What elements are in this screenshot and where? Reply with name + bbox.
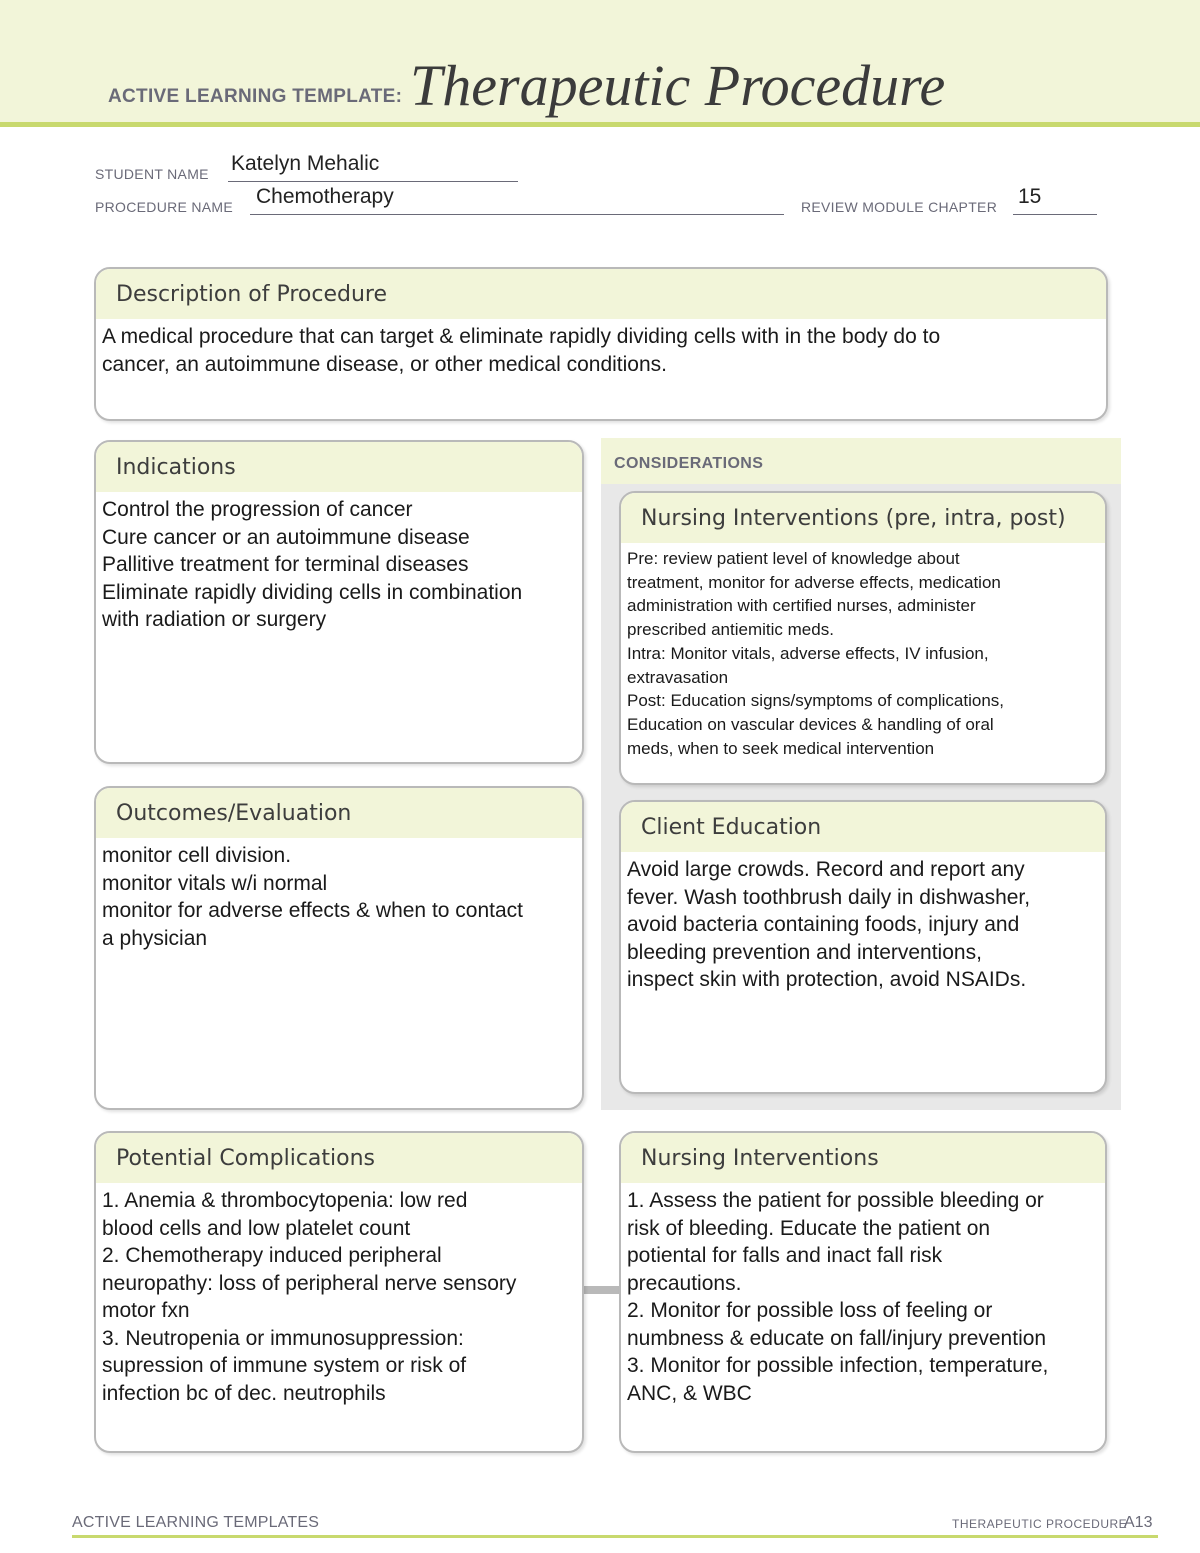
complications-heading: Potential Complications xyxy=(96,1133,582,1183)
indications-box xyxy=(94,440,584,764)
considerations-label: CONSIDERATIONS xyxy=(614,455,764,472)
nursing-pre-intra-post-text[interactable] xyxy=(621,543,1105,760)
client-education-text[interactable] xyxy=(621,852,1105,994)
nursing-intervention-line: potiental for falls and inact fall risk xyxy=(627,1244,943,1267)
nursing-intervention-line: risk of bleeding. Educate the patient on xyxy=(627,1216,991,1240)
indications-text[interactable] xyxy=(96,492,582,634)
outcome-item: a physician xyxy=(102,926,208,950)
procedure-name-field[interactable]: Chemotherapy xyxy=(256,185,394,208)
complication-line: blood cells and low platelet count xyxy=(102,1216,411,1240)
complication-line: 3. Neutropenia or immunosuppression: xyxy=(102,1326,464,1350)
indication-item: Pallitive treatment for terminal diseases xyxy=(102,553,469,576)
nursing-interventions-text[interactable] xyxy=(621,1183,1105,1407)
header-rule xyxy=(0,122,1200,127)
complication-line: supression of immune system or risk of xyxy=(102,1354,467,1377)
client-education-heading: Client Education xyxy=(621,802,1105,852)
footer-rule xyxy=(72,1535,1158,1538)
description-text[interactable] xyxy=(96,319,1106,378)
review-module-field[interactable]: 15 xyxy=(1018,185,1042,208)
outcome-item: monitor cell division. xyxy=(102,844,292,867)
complications-box xyxy=(94,1131,584,1453)
description-box xyxy=(94,267,1108,421)
nursing-pre-intra-post-line: administration with certified nurses, administer xyxy=(627,596,976,616)
nursing-pre-intra-post-box xyxy=(619,491,1107,785)
outcomes-box xyxy=(94,786,584,1110)
nursing-intervention-line: precautions. xyxy=(627,1271,742,1295)
nursing-pre-intra-post-line: Education on vascular devices & handling of oral xyxy=(627,714,994,734)
complication-line: 2. Chemotherapy induced peripheral xyxy=(102,1244,442,1267)
nursing-intervention-line: 2. Monitor for possible loss of feeling or xyxy=(627,1299,993,1322)
client-education-line: avoid bacteria containing foods, injury and xyxy=(627,913,1020,936)
description-heading: Description of Procedure xyxy=(96,269,1106,319)
outcomes-text[interactable] xyxy=(96,838,582,952)
nursing-pre-intra-post-line: Intra: Monitor vitals, adverse effects, IV infusion, xyxy=(627,643,989,663)
review-module-label: REVIEW MODULE CHAPTER xyxy=(801,199,998,215)
client-education-line: bleeding prevention and interventions, xyxy=(627,940,982,964)
nursing-pre-intra-post-line: treatment, monitor for adverse effects, medication xyxy=(627,572,1001,592)
procedure-name-label: PROCEDURE NAME xyxy=(95,199,233,215)
indication-item: with radiation or surgery xyxy=(102,608,327,631)
complication-line: 1. Anemia & thrombocytopenia: low red xyxy=(102,1189,468,1212)
connector-bar xyxy=(583,1286,620,1294)
complication-line: infection bc of dec. neutrophils xyxy=(102,1381,386,1405)
nursing-intervention-line: numbness & educate on fall/injury prevention xyxy=(627,1326,1047,1350)
description-line: cancer, an autoimmune disease, or other medical conditions. xyxy=(102,352,667,376)
footer-right-label: THERAPEUTIC PROCEDURE xyxy=(952,1517,1128,1531)
review-module-line xyxy=(1013,214,1097,215)
client-education-line: fever. Wash toothbrush daily in dishwasher, xyxy=(627,885,1031,909)
footer-left-label: ACTIVE LEARNING TEMPLATES xyxy=(72,1514,320,1531)
template-prefix: ACTIVE LEARNING TEMPLATE: xyxy=(108,86,403,107)
indication-item: Eliminate rapidly dividing cells in combination xyxy=(102,580,523,604)
procedure-name-line xyxy=(250,214,784,215)
nursing-intervention-line: 1. Assess the patient for possible bleeding or xyxy=(627,1189,1044,1212)
nursing-pre-intra-post-line: Pre: review patient level of knowledge about xyxy=(627,549,960,568)
client-education-box xyxy=(619,800,1107,1094)
outcomes-heading: Outcomes/Evaluation xyxy=(96,788,582,838)
complications-text[interactable] xyxy=(96,1183,582,1407)
description-line: A medical procedure that can target & eliminate rapidly dividing cells with in the body do to xyxy=(102,325,941,348)
indications-heading: Indications xyxy=(96,442,582,492)
nursing-intervention-line: ANC, & WBC xyxy=(627,1381,752,1405)
student-name-label: STUDENT NAME xyxy=(95,166,209,182)
indication-item: Control the progression of cancer xyxy=(102,498,413,521)
complication-line: neuropathy: loss of peripheral nerve sensory xyxy=(102,1271,517,1295)
outcome-item: monitor for adverse effects & when to contact xyxy=(102,899,523,922)
nursing-pre-intra-post-line: extravasation xyxy=(627,667,729,687)
page-title: Therapeutic Procedure xyxy=(410,53,946,118)
nursing-interventions-box xyxy=(619,1131,1107,1453)
client-education-line: Avoid large crowds. Record and report any xyxy=(627,858,1025,881)
page-number: A13 xyxy=(1124,1514,1153,1531)
client-education-line: inspect skin with protection, avoid NSAIDs. xyxy=(627,968,1027,991)
nursing-pre-intra-post-heading: Nursing Interventions (pre, intra, post) xyxy=(621,493,1105,543)
outcome-item: monitor vitals w/i normal xyxy=(102,871,328,895)
complication-line: motor fxn xyxy=(102,1299,190,1322)
nursing-pre-intra-post-line: Post: Education signs/symptoms of complications, xyxy=(627,691,1004,711)
nursing-pre-intra-post-line: meds, when to seek medical intervention xyxy=(627,738,935,758)
indication-item: Cure cancer or an autoimmune disease xyxy=(102,525,470,549)
nursing-interventions-heading: Nursing Interventions xyxy=(621,1133,1105,1183)
nursing-pre-intra-post-line: prescribed antiemitic meds. xyxy=(627,620,834,640)
nursing-intervention-line: 3. Monitor for possible infection, temperature, xyxy=(627,1354,1049,1377)
student-name-line xyxy=(228,181,518,182)
student-name-field[interactable]: Katelyn Mehalic xyxy=(231,152,380,175)
